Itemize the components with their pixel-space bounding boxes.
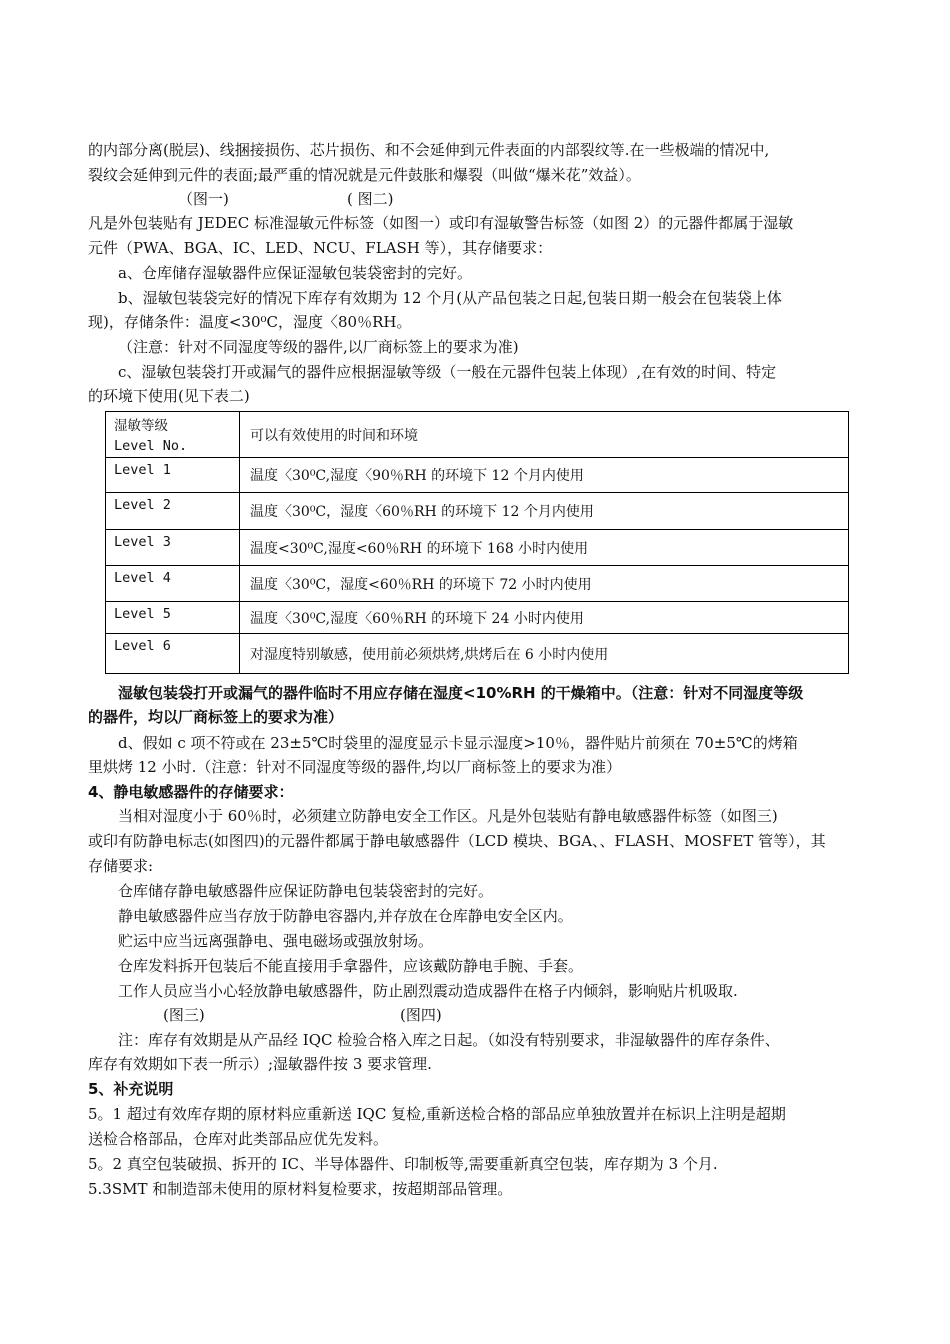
table-row xyxy=(106,602,849,634)
level-cell: Level 3 xyxy=(106,530,240,566)
level-cell: Level 6 xyxy=(106,634,240,674)
paragraph-line: 5.3SMT 和制造部未使用的原材料复检要求，按超期部品管理。 xyxy=(88,1180,513,1198)
level-cell: Level 1 xyxy=(106,458,240,493)
level-cell: Level 5 xyxy=(106,602,240,634)
condition-cell: 对湿度特别敏感，使用前必须烘烤,烘烤后在 6 小时内使用 xyxy=(240,634,849,674)
dry-box-notice-cont: 的器件，均以厂商标签上的要求为准） xyxy=(88,708,344,726)
item-b: b、湿敏包装袋完好的情况下库存有效期为 12 个月(从产品包装之日起,包装日期一般会在包装袋上体 xyxy=(118,289,782,307)
condition-cell: 温度<30⁰C,湿度<60％RH 的环境下 168 小时内使用 xyxy=(240,530,849,566)
shelf-life-note: 注：库存有效期是从产品经 IQC 检验合格入库之日起。（如没有特别要求，非湿敏器件的库存条件、 xyxy=(118,1031,780,1049)
item-c-cont: 的环境下使用(见下表二) xyxy=(88,387,250,405)
item-a: a、仓库储存湿敏器件应保证湿敏包装袋密封的完好。 xyxy=(118,264,472,282)
table-row xyxy=(106,493,849,530)
table-row xyxy=(106,458,849,493)
paragraph-line: 存储要求: xyxy=(88,857,154,875)
note-b: （注意：针对不同湿度等级的器件,以厂商标签上的要求为准) xyxy=(118,338,519,356)
item-d: d、假如 c 项不符或在 23±5℃时袋里的湿度显示卡显示湿度>10％，器件贴片前须在 70±5℃的烤箱 xyxy=(118,734,798,752)
item-c: c、湿敏包装袋打开或漏气的器件应根据湿敏等级（一般在元器件包装上体现）,在有效的时间、特定 xyxy=(118,363,777,381)
table-row xyxy=(106,530,849,566)
level-cell: Level 2 xyxy=(106,493,240,530)
condition-cell: 温度〈30⁰C,湿度〈60％RH 的环境下 24 小时内使用 xyxy=(240,602,849,634)
dry-box-notice: 湿敏包装袋打开或漏气的器件临时不用应存储在湿度<10%RH 的干燥箱中。（注意：针对不同湿度等级 xyxy=(118,684,804,702)
figure-caption-1: （图一) xyxy=(178,190,229,208)
header-cell-level xyxy=(106,412,240,458)
paragraph-line: 5。1 超过有效库存期的原材料应重新送 IQC 复检,重新送检合格的部品应单独放置并在标识上注明是超期 xyxy=(88,1105,786,1123)
esd-requirement: 仓库储存静电敏感器件应保证防静电包装袋密封的完好。 xyxy=(118,882,494,900)
paragraph-line: 的内部分离(脱层)、线捆接损伤、芯片损伤、和不会延伸到元件表面的内部裂纹等.在一些极端的情况中, xyxy=(88,141,770,159)
header-level-cn: 湿敏等级 xyxy=(114,418,168,434)
esd-requirement: 贮运中应当远离强静电、强电磁场或强放射场。 xyxy=(118,932,434,950)
paragraph-line: 5。2 真空包装破损、拆开的 IC、半导体器件、印制板等,需要重新真空包装，库存期为 3 个月. xyxy=(88,1155,718,1173)
item-d-cont: 里烘烤 12 小时.（注意：针对不同湿度等级的器件,均以厂商标签上的要求为准） xyxy=(88,758,622,776)
level-cell: Level 4 xyxy=(106,566,240,602)
section-heading-5: 5、补充说明 xyxy=(88,1080,174,1098)
condition-cell: 温度〈30⁰C,湿度〈90％RH 的环境下 12 个月内使用 xyxy=(240,458,849,493)
condition-cell: 温度〈30⁰C，湿度<60％RH 的环境下 72 小时内使用 xyxy=(240,566,849,602)
table-header-row xyxy=(106,412,849,458)
paragraph-line: 元件（PWA、BGA、IC、LED、NCU、FLASH 等），其存储要求： xyxy=(88,239,553,257)
item-b-cont: 现)，存储条件：温度<30⁰C，湿度〈80％RH。 xyxy=(88,313,412,331)
paragraph-line: 凡是外包装贴有 JEDEC 标准湿敏元件标签（如图一）或印有湿敏警告标签（如图 2）的元器件都属于湿敏 xyxy=(88,214,794,232)
esd-requirement: 静电敏感器件应当存放于防静电容器内,并存放在仓库静电安全区内。 xyxy=(118,907,573,925)
paragraph-line: 当相对湿度小于 60％时，必须建立防静电安全工作区。凡是外包装贴有静电敏感器件标签（如图三) xyxy=(118,807,778,825)
section-heading-4: 4、静电敏感器件的存储要求： xyxy=(88,783,294,801)
paragraph-line: 或印有防静电标志(如图四)的元器件都属于静电敏感器件（LCD 模块、BGA、、FLASH、MOSFET 管等），其 xyxy=(88,832,826,850)
header-cell-condition: 可以有效使用的时间和环境 xyxy=(240,412,849,458)
header-level-en: Level No. xyxy=(114,438,188,454)
moisture-level-table xyxy=(105,411,849,674)
table-row xyxy=(106,634,849,674)
figure-caption-2: ( 图二) xyxy=(347,190,394,208)
paragraph-line: 裂纹会延伸到元件的表面;最严重的情况就是元件鼓胀和爆裂（叫做“爆米花”效益）。 xyxy=(88,166,641,184)
figure-caption-3: (图三) xyxy=(163,1006,205,1024)
condition-cell: 温度〈30⁰C，湿度〈60％RH 的环境下 12 个月内使用 xyxy=(240,493,849,530)
esd-requirement: 工作人员应当小心轻放静电敏感器件，防止剧烈震动造成器件在格子内倾斜，影响贴片机吸取. xyxy=(118,982,738,1000)
shelf-life-note-cont: 库存有效期如下表一所示）;湿敏器件按 3 要求管理. xyxy=(88,1055,432,1073)
figure-caption-4: (图四) xyxy=(400,1006,442,1024)
table-row xyxy=(106,566,849,602)
paragraph-line: 送检合格部品，仓库对此类部品应优先发料。 xyxy=(88,1130,389,1148)
esd-requirement: 仓库发料拆开包装后不能直接用手拿器件，应该戴防静电手腕、手套。 xyxy=(118,957,584,975)
